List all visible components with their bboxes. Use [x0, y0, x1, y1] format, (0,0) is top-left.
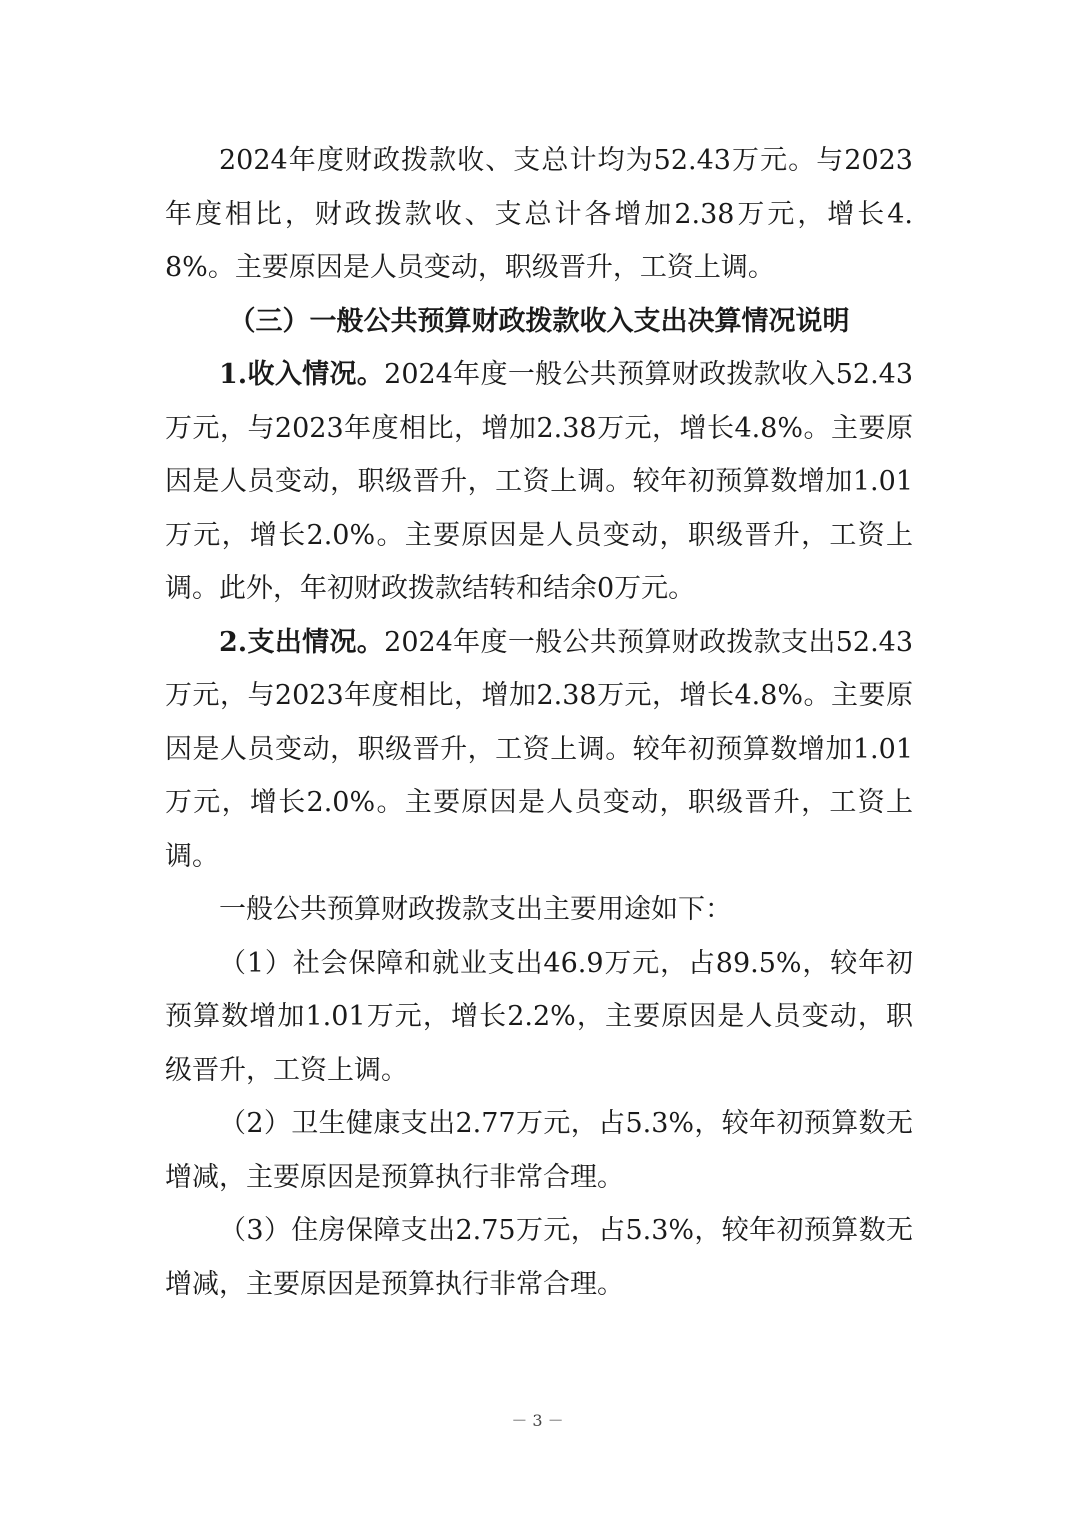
expenditure-text: 2024年度一般公共预算财政拨款支出52.43万元，与2023年度相比，增加2.38万元，增长4.8%。主要原因是人员变动，职级晋升，工资上调。较年初预算数增加1.01万元，增长2.0%。主要原因是人员变动，职级晋升，工资上调。: [165, 626, 914, 872]
expenditure-paragraph: [165, 616, 913, 884]
income-lead: 1.收入情况。: [219, 359, 385, 390]
income-text: 2024年度一般公共预算财政拨款收入52.43万元，与2023年度相比，增加2.38万元，增长4.8%。主要原因是人员变动，职级晋升，工资上调。较年初预算数增加1.01万元，增长2.0%。主要原因是人员变动，职级晋升，工资上调。此外，年初财政拨款结转和结余0万元。: [165, 359, 914, 604]
page-number: － 3 －: [511, 1411, 564, 1430]
document-body: [165, 134, 913, 1311]
expenditure-lead: 2.支出情况。: [219, 626, 385, 658]
usage-intro: 一般公共预算财政拨款支出主要用途如下：: [219, 894, 732, 925]
income-paragraph: [165, 348, 913, 616]
usage-item-social-security: （1）社会保障和就业支出46.9万元，占89.5%，较年初预算数增加1.01万元，增长2.2%，主要原因是人员变动，职级晋升，工资上调。: [165, 947, 913, 1086]
summary-paragraph: 2024年度财政拨款收、支总计均为52.43万元。与2023年度相比，财政拨款收、支总计各增加2.38万元，增长4.8%。主要原因是人员变动，职级晋升，工资上调。: [165, 145, 913, 283]
usage-item-health: （2）卫生健康支出2.77万元，占5.3%，较年初预算数无增减，主要原因是预算执行非常合理。: [165, 1108, 913, 1193]
section-heading: （三）一般公共预算财政拨款收入支出决算情况说明: [228, 305, 850, 337]
usage-item-housing: （3）住房保障支出2.75万元，占5.3%，较年初预算数无增减，主要原因是预算执行非常合理。: [165, 1215, 913, 1300]
